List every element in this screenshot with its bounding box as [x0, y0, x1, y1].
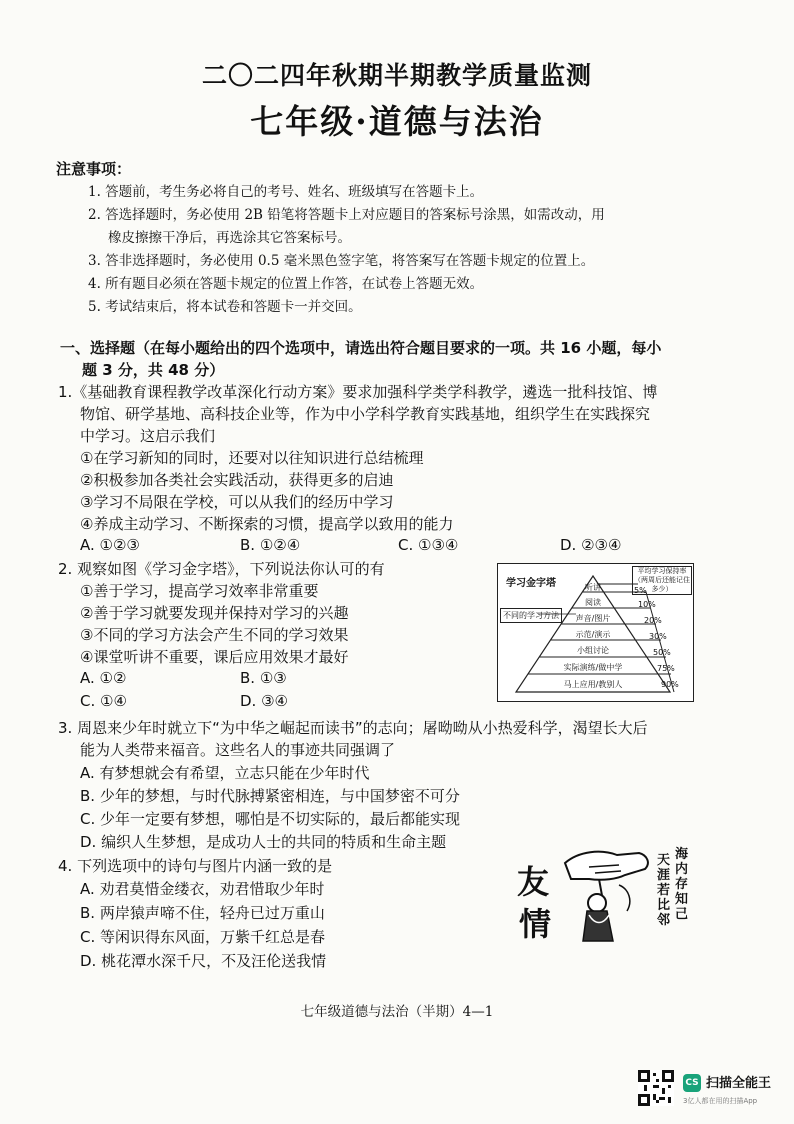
pyramid-percent: 30% — [649, 632, 667, 641]
camscanner-logo-icon: CS — [683, 1074, 701, 1092]
friendship-illustration — [513, 845, 698, 950]
q1-statement: ②积极参加各类社会实践活动，获得更多的启迪 — [80, 471, 394, 489]
notice-item: 橡皮擦擦干净后，再选涂其它答案标号。 — [108, 230, 351, 246]
q2-option-d: D. ③④ — [240, 692, 288, 710]
pyramid-level: 阅读 — [585, 598, 601, 607]
pyramid-level: 小组讨论 — [577, 646, 609, 655]
q2-statement: ④课堂听讲不重要，课后应用效果才最好 — [80, 648, 349, 666]
q1-statement: ①在学习新知的同时，还要对以往知识进行总结梳理 — [80, 449, 424, 467]
q2-option-c: C. ①④ — [80, 692, 127, 710]
qr-code-icon — [638, 1070, 674, 1106]
q2-stem: 2. 观察如图《学习金字塔》，下列说法你认可的有 — [58, 560, 385, 578]
notice-item: 3. 答非选择题时，务必使用 0.5 毫米黑色签字笔，将答案写在答题卡规定的位置上。 — [88, 253, 595, 269]
q2-option-a: A. ①② — [80, 669, 127, 687]
page-footer: 七年级道德与法治（半期）4—1 — [300, 1004, 494, 1020]
poem-column: 天涯若比邻 — [657, 853, 671, 928]
q3-option-a: A. 有梦想就会有希望，立志只能在少年时代 — [80, 764, 370, 782]
q2-statement: ③不同的学习方法会产生不同的学习效果 — [80, 626, 349, 644]
q2-statement: ①善于学习，提高学习效率非常重要 — [80, 582, 319, 600]
q1-option-c: C. ①③④ — [398, 536, 459, 554]
pyramid-level: 听讲 — [585, 583, 601, 592]
pyramid-percent: 90% — [661, 680, 679, 689]
q4-option-a: A. 劝君莫惜金缕衣，劝君惜取少年时 — [80, 880, 325, 898]
q1-stem: 物馆、研学基地、高科技企业等，作为中小学科学教育实践基地，组织学生在实践探究 — [80, 405, 651, 423]
q1-option-a: A. ①②③ — [80, 536, 140, 554]
q3-stem: 能为人类带来福音。这些名人的事迹共同强调了 — [80, 741, 396, 759]
q2-statement: ②善于学习就要发现并保持对学习的兴趣 — [80, 604, 349, 622]
notice-item: 5. 考试结束后，将本试卷和答题卡一并交回。 — [88, 299, 362, 315]
q1-stem: 1.《基础教育课程教学改革深化行动方案》要求加强科学类学科教学，遴选一批科技馆、博 — [58, 383, 658, 401]
q4-option-c: C. 等闲识得东风面，万紫千红总是春 — [80, 928, 326, 946]
q1-statement: ④养成主动学习、不断探索的习惯，提高学以致用的能力 — [80, 515, 454, 533]
q1-option-b: B. ①②④ — [240, 536, 301, 554]
exam-title: 二〇二四年秋期半期教学质量监测 — [201, 61, 592, 90]
camscanner-tagline: 3亿人都在用的扫描App — [683, 1097, 758, 1105]
poem-column: 海内存知己 — [675, 847, 689, 922]
pyramid-retention-note: 平均学习保持率（两周后还能记住多少） — [634, 567, 690, 593]
q4-option-b: B. 两岸猿声啼不住，轻舟已过万重山 — [80, 904, 325, 922]
pyramid-percent: 10% — [638, 600, 656, 609]
section-line: 一、选择题（在每小题给出的四个选项中，请选出符合题目要求的一项。共 16 小题，每小 — [60, 339, 662, 357]
learning-pyramid-figure — [497, 563, 694, 702]
notice-heading: 注意事项： — [56, 160, 132, 178]
friendship-char: 友 — [517, 863, 550, 901]
q3-option-c: C. 少年一定要有梦想，哪怕是不切实际的，最后都能实现 — [80, 810, 461, 828]
q3-option-b: B. 少年的梦想，与时代脉搏紧密相连，与中国梦密不可分 — [80, 787, 460, 805]
friendship-char: 情 — [519, 905, 552, 943]
pyramid-title: 学习金字塔 — [506, 578, 556, 589]
pyramid-percent: 75% — [657, 664, 675, 673]
notice-item: 1. 答题前，考生务必将自己的考号、姓名、班级填写在答题卡上。 — [88, 184, 484, 200]
q3-option-d: D. 编织人生梦想，是成功人士的共同的特质和生命主题 — [80, 833, 447, 851]
q1-statement: ③学习不局限在学校，可以从我们的经历中学习 — [80, 493, 394, 511]
pyramid-level: 示范/演示 — [575, 630, 611, 639]
camscanner-name: 扫描全能王 — [706, 1076, 772, 1091]
notice-item: 2. 答选择题时，务必使用 2B 铅笔将答题卡上对应题目的答案标号涂黑，如需改动，用 — [88, 207, 605, 223]
pyramid-percent: 5% — [634, 586, 647, 595]
q4-stem: 4. 下列选项中的诗句与图片内涵一致的是 — [58, 857, 333, 875]
exam-subject: 七年级·道德与法治 — [250, 102, 544, 141]
pyramid-side-label: 不同的学习方法 — [500, 608, 562, 623]
handshake-figure-icon — [559, 845, 657, 950]
pyramid-level: 声音/图片 — [575, 614, 611, 623]
q4-option-d: D. 桃花潭水深千尺，不及汪伦送我情 — [80, 952, 327, 970]
q3-stem: 3. 周恩来少年时就立下“为中华之崛起而读书”的志向；屠呦呦从小热爱科学，渴望长大后 — [58, 719, 648, 737]
pyramid-level: 实际演练/做中学 — [563, 663, 623, 672]
section-heading — [60, 337, 720, 381]
pyramid-percent: 20% — [644, 616, 662, 625]
pyramid-percent: 50% — [653, 648, 671, 657]
section-line: 题 3 分，共 48 分） — [82, 361, 225, 379]
q1-option-d: D. ②③④ — [560, 536, 622, 554]
pyramid-level: 马上应用/教别人 — [563, 680, 623, 689]
q2-option-b: B. ①③ — [240, 669, 287, 687]
notice-item: 4. 所有题目必须在答题卡规定的位置上作答，在试卷上答题无效。 — [88, 276, 484, 292]
q1-stem: 中学习。这启示我们 — [80, 427, 216, 445]
